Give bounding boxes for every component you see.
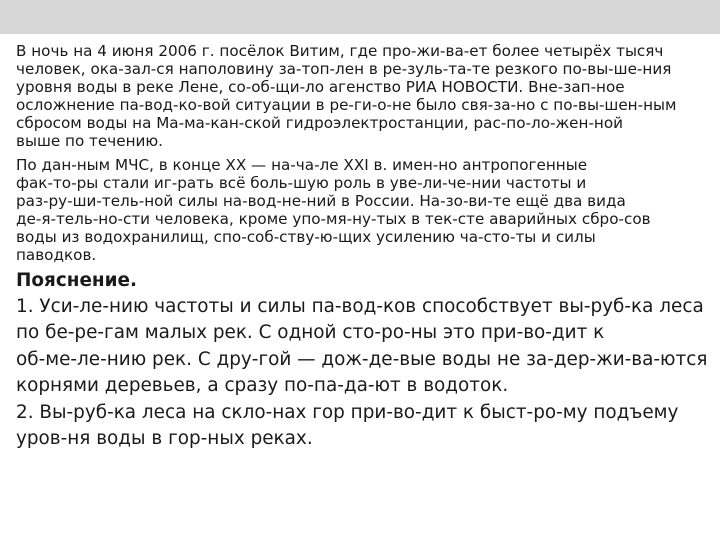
top-band [0, 0, 720, 34]
text-line: корнями деревьев, а сразу по-па-да-ют в водоток. [16, 375, 509, 397]
document-body [16, 42, 720, 452]
text-line: паводков. [16, 246, 97, 264]
text-line: воды из водохранилищ, спо-соб-ству-ю-щих усилению ча-сто-ты и силы [16, 228, 596, 246]
text-line: 1. Уси-ле-нию частоты и силы па-вод-ков способствует вы-руб-ка леса [16, 296, 704, 317]
text-line: уров-ня воды в гор-ных реках. [16, 427, 313, 449]
text-line: В ночь на 4 июня 2006 г. посёлок Витим, где про-жи-ва-ет более четырёх тысяч [16, 42, 664, 60]
text-line: сбросом воды на Ма-ма-кан-ской гидроэлектростанции, рас-по-ло-жен-ной [16, 114, 624, 132]
text-line: по бе-ре-гам малых рек. С одной сто-ро-ны это при-во-дит к [16, 322, 605, 344]
text-line: человек, ока-зал-ся наполовину за-топ-лен в ре-зуль-та-те резкого по-вы-ше-ния [16, 60, 672, 78]
text-line: выше по течению. [16, 132, 163, 150]
explanation-title: Пояснение. [16, 270, 137, 291]
text-line: 2. Вы-руб-ка леса на скло-нах гор при-во-дит к быст-ро-му подъему [16, 401, 679, 423]
text-line: осложнение па-вод-ко-вой ситуации в ре-ги-о-не было свя-за-но с по-вы-шен-ным [16, 96, 677, 114]
explanation-text [16, 294, 720, 452]
task-paragraph-2 [16, 156, 720, 264]
text-line: уровня воды в реке Лене, со-об-щи-ло агенство РИА НОВОСТИ. Вне-зап-ное [16, 78, 625, 96]
text-line: фак-то-ры стали иг-рать всё боль-шую роль в уве-ли-че-нии частоты и [16, 174, 587, 192]
text-line: По дан-ным МЧС, в конце XX — на-ча-ле XXI в. имен-но антропогенные [16, 156, 588, 174]
text-line: раз-ру-ши-тель-ной силы на-вод-не-ний в России. На-зо-ви-те ещё два вида [16, 192, 626, 210]
text-line: де-я-тель-но-сти человека, кроме упо-мя-ну-тых в тек-сте аварийных сбро-сов [16, 210, 651, 228]
text-line: об-ме-ле-нию рек. С дру-гой — дож-де-вые воды не за-дер-жи-ва-ются [16, 348, 708, 370]
task-paragraph-1 [16, 42, 720, 150]
